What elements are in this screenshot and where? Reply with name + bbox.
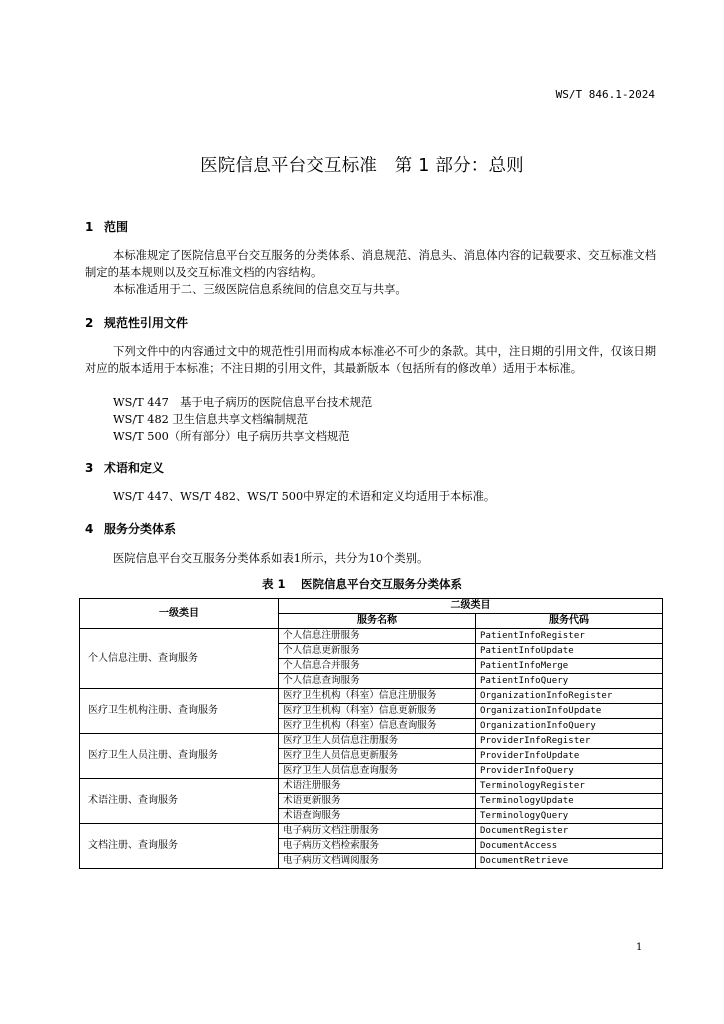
table-row bbox=[80, 824, 663, 839]
service-classification-table bbox=[79, 598, 663, 869]
section-title: 规范性引用文件 bbox=[104, 316, 189, 330]
category-cell: 医疗卫生人员注册、查询服务 bbox=[80, 734, 279, 779]
service-code-cell: OrganizationInfoUpdate bbox=[476, 704, 663, 719]
table-row bbox=[80, 689, 663, 704]
paragraph: 本标准规定了医院信息平台交互服务的分类体系、消息规范、消息头、消息体内容的记载要求、交互标准文档制定的基本规则以及交互标准文档的内容结构。 bbox=[85, 249, 656, 279]
category-cell: 个人信息注册、查询服务 bbox=[80, 629, 279, 689]
section-title: 范围 bbox=[104, 220, 129, 234]
service-name-cell: 医疗卫生人员信息更新服务 bbox=[279, 749, 476, 764]
service-name-cell: 电子病历文档调阅服务 bbox=[279, 854, 476, 869]
reference-item: WS/T 447 基于电子病历的医院信息平台技术规范 bbox=[113, 396, 373, 409]
section-title: 服务分类体系 bbox=[104, 522, 177, 536]
table-caption: 表 1 医院信息平台交互服务分类体系 bbox=[261, 577, 462, 591]
column-header-level2: 二级类目 bbox=[279, 599, 663, 614]
section-number: 1 bbox=[85, 220, 94, 234]
service-code-cell: OrganizationInfoRegister bbox=[476, 689, 663, 704]
service-name-cell: 个人信息更新服务 bbox=[279, 644, 476, 659]
service-name-cell: 医疗卫生人员信息查询服务 bbox=[279, 764, 476, 779]
service-code-cell: PatientInfoUpdate bbox=[476, 644, 663, 659]
category-cell: 文档注册、查询服务 bbox=[80, 824, 279, 869]
paragraph: 本标准适用于二、三级医院信息系统间的信息交互与共享。 bbox=[113, 283, 407, 296]
service-code-cell: PatientInfoQuery bbox=[476, 674, 663, 689]
service-code-cell: PatientInfoMerge bbox=[476, 659, 663, 674]
section-number: 4 bbox=[85, 522, 94, 536]
service-code-cell: ProviderInfoQuery bbox=[476, 764, 663, 779]
reference-item: WS/T 500（所有部分）电子病历共享文档规范 bbox=[113, 430, 350, 443]
document-id: WS/T 846.1-2024 bbox=[555, 88, 655, 101]
service-name-cell: 医疗卫生人员信息注册服务 bbox=[279, 734, 476, 749]
service-name-cell: 医疗卫生机构（科室）信息查询服务 bbox=[279, 719, 476, 734]
service-code-cell: ProviderInfoRegister bbox=[476, 734, 663, 749]
section-title: 术语和定义 bbox=[104, 461, 165, 475]
category-cell: 术语注册、查询服务 bbox=[80, 779, 279, 824]
column-header-service-code: 服务代码 bbox=[476, 614, 663, 629]
service-code-cell: TerminologyUpdate bbox=[476, 794, 663, 809]
table-row bbox=[80, 629, 663, 644]
section-heading-scope bbox=[85, 218, 128, 235]
table-row bbox=[80, 779, 663, 794]
service-name-cell: 个人信息查询服务 bbox=[279, 674, 476, 689]
service-code-cell: DocumentRetrieve bbox=[476, 854, 663, 869]
service-code-cell: PatientInfoRegister bbox=[476, 629, 663, 644]
page-title: 医院信息平台交互标准 第 1 部分：总则 bbox=[200, 156, 524, 176]
service-name-cell: 个人信息合并服务 bbox=[279, 659, 476, 674]
service-code-cell: TerminologyQuery bbox=[476, 809, 663, 824]
column-header-level1: 一级类目 bbox=[80, 599, 279, 629]
service-code-cell: ProviderInfoUpdate bbox=[476, 749, 663, 764]
paragraph: 医院信息平台交互服务分类体系如表1所示，共分为10个类别。 bbox=[113, 552, 429, 565]
section-number: 3 bbox=[85, 461, 94, 475]
section-heading-classification bbox=[85, 520, 176, 537]
section-number: 2 bbox=[85, 316, 94, 330]
service-code-cell: TerminologyRegister bbox=[476, 779, 663, 794]
column-header-service-name: 服务名称 bbox=[279, 614, 476, 629]
service-name-cell: 医疗卫生机构（科室）信息更新服务 bbox=[279, 704, 476, 719]
service-name-cell: 电子病历文档检索服务 bbox=[279, 839, 476, 854]
section-heading-terms bbox=[85, 459, 164, 476]
service-name-cell: 个人信息注册服务 bbox=[279, 629, 476, 644]
category-cell: 医疗卫生机构注册、查询服务 bbox=[80, 689, 279, 734]
service-code-cell: DocumentRegister bbox=[476, 824, 663, 839]
service-name-cell: 术语注册服务 bbox=[279, 779, 476, 794]
paragraph: 下列文件中的内容通过文中的规范性引用而构成本标准必不可少的条款。其中，注日期的引用文件，仅该日期对应的版本适用于本标准；不注日期的引用文件，其最新版本（包括所有的修改单）适用于本标准。 bbox=[85, 345, 656, 375]
reference-item: WS/T 482 卫生信息共享文档编制规范 bbox=[113, 413, 308, 426]
service-code-cell: OrganizationInfoQuery bbox=[476, 719, 663, 734]
page-number: 1 bbox=[636, 942, 643, 953]
service-name-cell: 术语更新服务 bbox=[279, 794, 476, 809]
section-heading-normative-references bbox=[85, 314, 188, 331]
service-name-cell: 医疗卫生机构（科室）信息注册服务 bbox=[279, 689, 476, 704]
service-name-cell: 术语查询服务 bbox=[279, 809, 476, 824]
paragraph: WS/T 447、WS/T 482、WS/T 500中界定的术语和定义均适用于本标准。 bbox=[113, 490, 496, 503]
service-name-cell: 电子病历文档注册服务 bbox=[279, 824, 476, 839]
service-code-cell: DocumentAccess bbox=[476, 839, 663, 854]
table-row bbox=[80, 734, 663, 749]
